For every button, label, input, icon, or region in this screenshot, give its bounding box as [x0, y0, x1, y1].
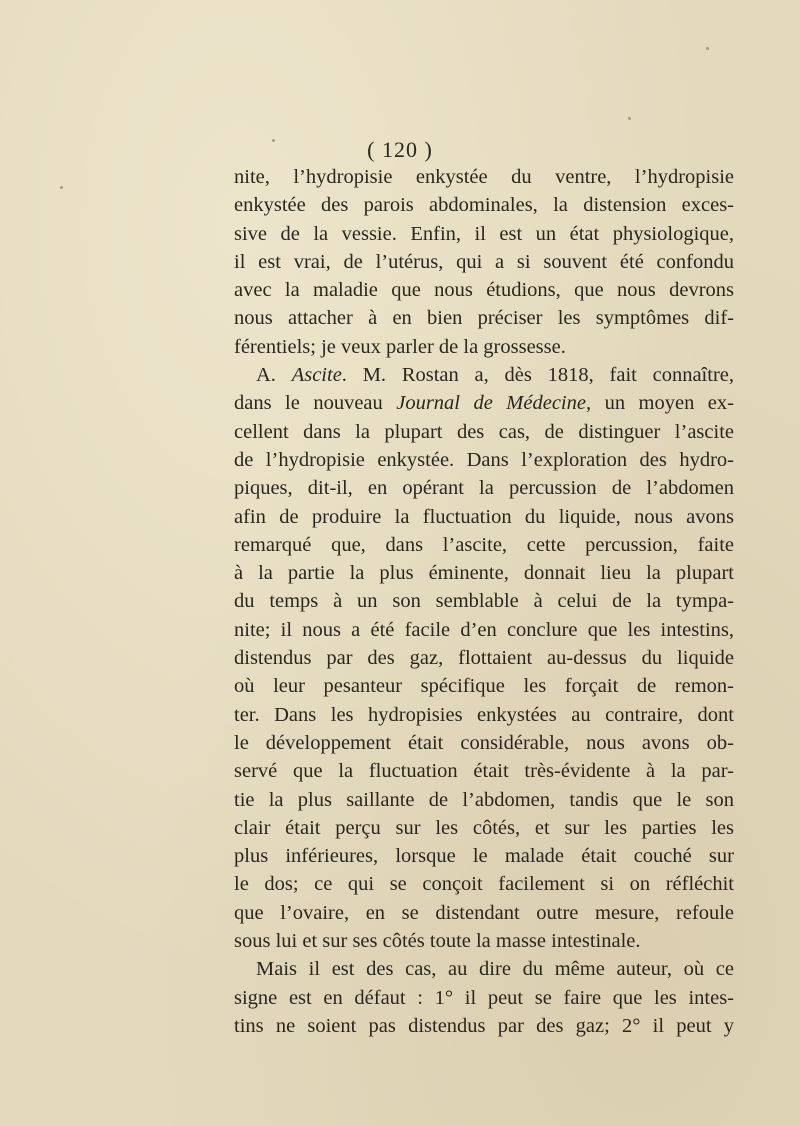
- text-line: remarqué que, dans l’ascite, cette percussion, faite: [234, 533, 734, 556]
- text-line: tins ne soient pas distendus par des gaz; 2° il peut y: [234, 1014, 734, 1037]
- text-line: clair était perçu sur les côtés, et sur les parties les: [234, 816, 734, 839]
- text-line: où leur pesanteur spécifique les forçait de remon-: [234, 675, 734, 698]
- text-line: dans le nouveau Journal de Médecine, un moyen ex-: [234, 392, 734, 415]
- text-line: nite, l’hydropisie enkystée du ventre, l’hydropisie: [234, 166, 734, 188]
- text-line: tie la plus saillante de l’abdomen, tandis que le son: [234, 788, 734, 811]
- text-line: sous lui et sur ses côtés toute la masse intestinale.: [234, 930, 641, 953]
- paper-speck: [60, 186, 63, 189]
- paper-speck: [628, 117, 631, 120]
- text-line: il est vrai, de l’utérus, qui a si souvent été confondu: [234, 250, 734, 273]
- paper-speck: [706, 47, 709, 50]
- text-line: afin de produire la fluctuation du liquide, nous avons: [234, 505, 734, 528]
- text-line: Mais il est des cas, au dire du même auteur, où ce: [256, 958, 734, 981]
- text-line: sive de la vessie. Enfin, il est un état physiologique,: [234, 222, 734, 245]
- text-line: distendus par des gaz, flottaient au-dessus du liquide: [234, 647, 734, 670]
- text-line: le dos; ce qui se conçoit facilement si on réfléchit: [234, 873, 734, 896]
- text-line: avec la maladie que nous étudions, que nous devrons: [234, 279, 734, 302]
- text-line: nous attacher à en bien préciser les symptômes dif-: [234, 307, 734, 330]
- text-line: nite; il nous a été facile d’en conclure que les intestins,: [234, 618, 734, 641]
- text-line: le développement était considérable, nous avons ob-: [234, 731, 734, 754]
- text-line: que l’ovaire, en se distendant outre mesure, refoule: [234, 901, 734, 924]
- section-heading-ascite: Ascite: [291, 364, 342, 387]
- text-line: enkystée des parois abdominales, la distension exces-: [234, 194, 734, 217]
- text-line: du temps à un son semblable à celui de la tympa-: [234, 590, 734, 613]
- text-line: piques, dit-il, en opérant la percussion de l’abdomen: [234, 477, 734, 500]
- paper-speck: [272, 139, 275, 142]
- text-line: servé que la fluctuation était très-évidente à la par-: [234, 760, 734, 783]
- text-line: signe est en défaut : 1° il peut se faire que les intes-: [234, 986, 734, 1009]
- text-line: cellent dans la plupart des cas, de distinguer l’ascite: [234, 420, 734, 443]
- text-line: ter. Dans les hydropisies enkystées au contraire, dont: [234, 703, 734, 726]
- text-line: de l’hydropisie enkystée. Dans l’exploration des hydro-: [234, 448, 734, 471]
- text-line: férentiels; je veux parler de la grossesse.: [234, 335, 566, 358]
- text-line: à la partie la plus éminente, donnait lieu la plupart: [234, 562, 734, 585]
- page-number: ( 120 ): [367, 137, 433, 162]
- body-text: [234, 163, 734, 1040]
- text-line: A. Ascite. M. Rostan a, dès 1818, fait connaître,: [256, 364, 734, 387]
- journal-title: Journal de Médecine,: [396, 392, 592, 415]
- text-line: plus inférieures, lorsque le malade était couché sur: [234, 845, 734, 868]
